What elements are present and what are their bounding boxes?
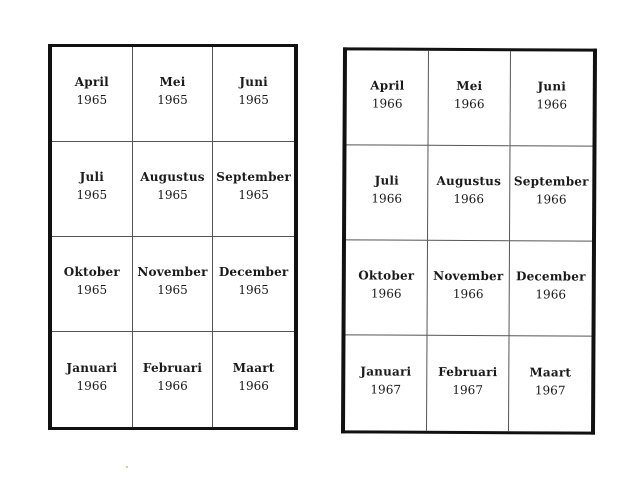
month-year: 1966 xyxy=(535,192,567,207)
month-cell xyxy=(346,145,428,240)
month-cell xyxy=(213,237,294,332)
month-cell xyxy=(346,240,428,335)
calendar-sheet-1966-1967 xyxy=(341,47,597,434)
month-name: Mei xyxy=(456,78,483,94)
month-cell xyxy=(133,142,214,237)
month-cell xyxy=(133,332,214,427)
month-cell xyxy=(346,50,428,145)
month-name: Maart xyxy=(232,360,275,375)
month-year: 1966 xyxy=(370,286,402,301)
month-cell xyxy=(510,146,592,241)
month-name: Juli xyxy=(79,170,104,184)
month-year: 1965 xyxy=(238,188,269,202)
month-cell xyxy=(133,47,214,142)
month-name: Februari xyxy=(438,364,498,379)
month-name: Augustus xyxy=(436,173,502,189)
month-year: 1966 xyxy=(453,191,485,207)
month-year: 1965 xyxy=(76,93,108,107)
month-year: 1965 xyxy=(157,283,188,297)
month-cell xyxy=(133,237,214,332)
month-year: 1966 xyxy=(157,378,188,393)
month-year: 1965 xyxy=(157,93,188,107)
month-cell xyxy=(52,47,133,142)
month-year: 1966 xyxy=(238,378,269,393)
month-cell xyxy=(213,142,294,237)
month-grid xyxy=(52,47,294,427)
month-cell xyxy=(509,336,591,431)
calendar-sheet-1965-1966 xyxy=(48,44,298,430)
month-name: November xyxy=(433,268,504,284)
month-cell xyxy=(510,51,592,146)
paper-speck xyxy=(126,466,128,468)
month-year: 1965 xyxy=(238,283,269,297)
month-year: 1965 xyxy=(157,188,188,202)
month-year: 1967 xyxy=(452,382,484,397)
month-name: Augustus xyxy=(140,170,205,184)
month-cell xyxy=(213,47,294,142)
month-cell xyxy=(345,335,427,430)
month-year: 1967 xyxy=(534,382,566,398)
month-name: Maart xyxy=(529,364,572,380)
month-name: Mei xyxy=(159,75,186,89)
month-cell xyxy=(428,241,510,336)
month-year: 1966 xyxy=(453,96,485,112)
month-year: 1966 xyxy=(371,96,403,111)
month-name: Juni xyxy=(239,75,268,89)
month-year: 1966 xyxy=(536,97,568,112)
month-name: September xyxy=(216,170,292,184)
month-name: April xyxy=(74,75,109,89)
month-cell xyxy=(428,51,510,146)
month-name: Oktober xyxy=(358,268,415,283)
month-year: 1967 xyxy=(370,381,402,397)
month-year: 1965 xyxy=(76,283,108,297)
month-name: Januari xyxy=(360,363,412,379)
month-grid xyxy=(345,50,593,431)
month-name: Februari xyxy=(142,360,203,375)
month-name: December xyxy=(515,269,586,284)
month-name: December xyxy=(218,265,289,279)
month-year: 1966 xyxy=(535,287,567,302)
month-name: November xyxy=(137,265,208,279)
month-name: Juni xyxy=(537,79,567,94)
month-year: 1965 xyxy=(238,93,269,107)
month-year: 1966 xyxy=(76,378,108,393)
month-year: 1966 xyxy=(371,191,403,206)
month-name: Oktober xyxy=(63,265,120,279)
month-name: Januari xyxy=(66,360,118,375)
sheet-border-right xyxy=(294,44,298,430)
month-name: September xyxy=(513,174,589,189)
month-cell xyxy=(428,146,510,241)
month-cell xyxy=(510,241,592,336)
month-year: 1966 xyxy=(452,286,484,302)
month-cell xyxy=(52,332,133,427)
month-year: 1965 xyxy=(76,188,108,202)
month-cell xyxy=(213,332,294,427)
month-name: Juli xyxy=(374,173,400,188)
month-name: April xyxy=(370,78,405,93)
month-cell xyxy=(52,142,133,237)
month-cell xyxy=(427,336,509,431)
month-cell xyxy=(52,237,133,332)
